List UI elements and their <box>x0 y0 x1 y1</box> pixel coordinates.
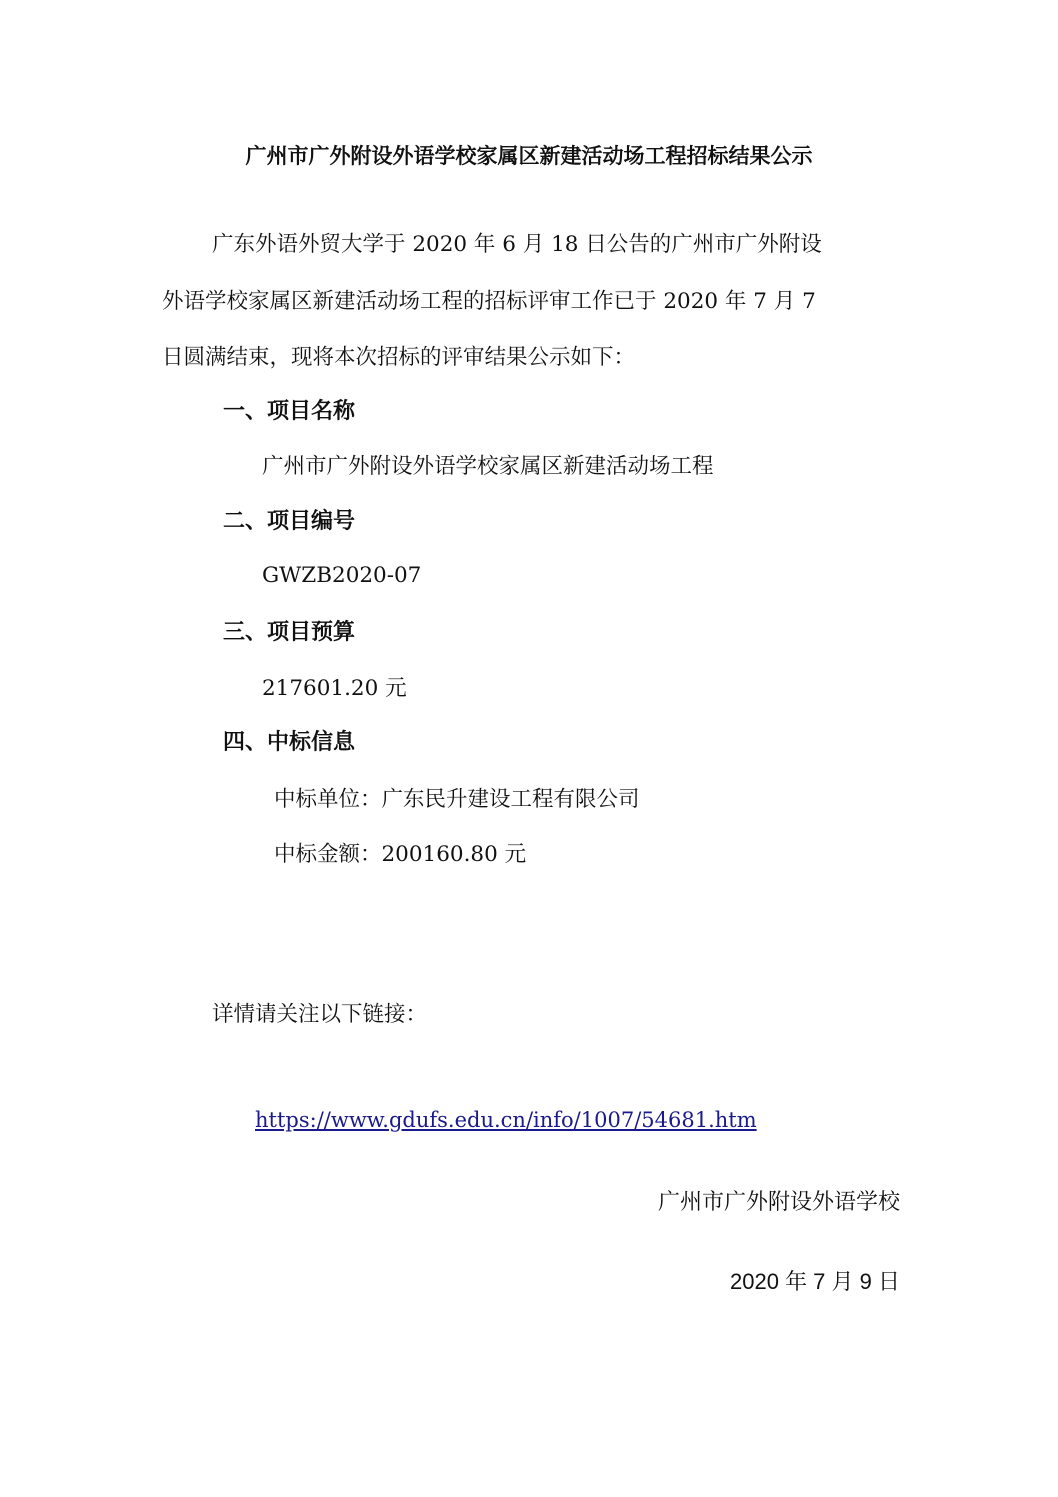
details-link[interactable]: https://www.gdufs.edu.cn/info/1007/54681.htm <box>255 1108 757 1132</box>
intro-line-1: 广东外语外贸大学于 2020 年 6 月 18 日公告的广州市广外附设 <box>212 232 822 257</box>
signature-organization: 广州市广外附设外语学校 <box>657 1190 900 1215</box>
intro-line-2: 外语学校家属区新建活动场工程的招标评审工作已于 2020 年 7 月 7 <box>162 289 816 314</box>
project-budget-value: 217601.20 元 <box>262 676 407 701</box>
award-winner: 中标单位：广东民升建设工程有限公司 <box>274 787 640 812</box>
project-number-value: GWZB2020-07 <box>262 563 422 588</box>
intro-line-3: 日圆满结束，现将本次招标的评审结果公示如下： <box>162 345 636 370</box>
section-heading-award-info: 四、中标信息 <box>223 730 356 755</box>
signature-date: 2020 年 7 月 9 日 <box>730 1269 900 1294</box>
project-name-value: 广州市广外附设外语学校家属区新建活动场工程 <box>262 454 714 479</box>
document-title: 广州市广外附设外语学校家属区新建活动场工程招标结果公示 <box>245 144 813 168</box>
section-heading-project-name: 一、项目名称 <box>223 399 356 424</box>
section-heading-project-budget: 三、项目预算 <box>223 620 356 645</box>
award-amount: 中标金额：200160.80 元 <box>274 842 527 867</box>
details-label: 详情请关注以下链接： <box>212 1002 428 1027</box>
section-heading-project-number: 二、项目编号 <box>223 509 356 534</box>
